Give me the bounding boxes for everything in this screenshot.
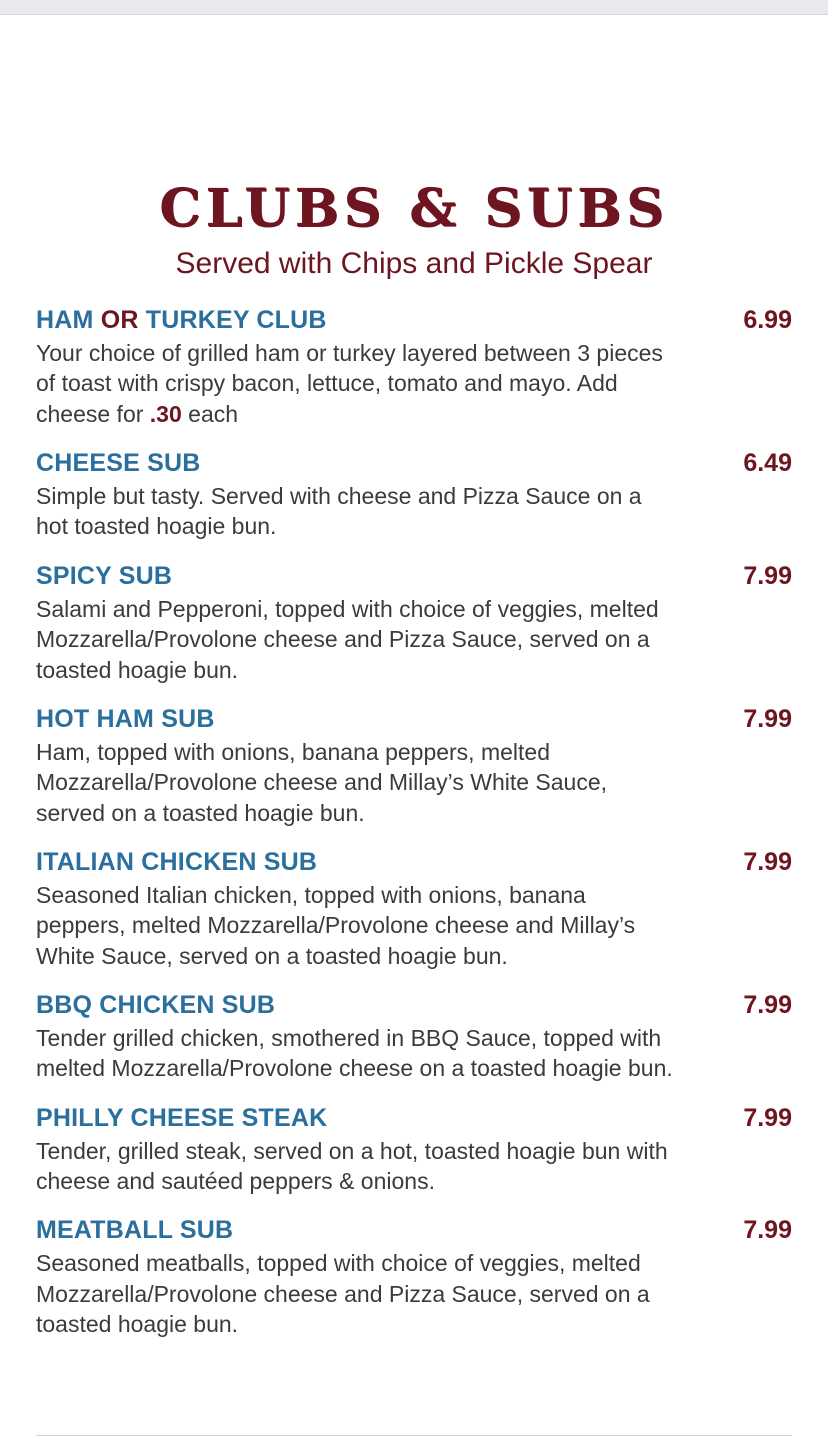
menu-item-name: MEATBALL SUB	[36, 1216, 234, 1245]
menu-item-name-part: TURKEY CLUB	[138, 306, 327, 334]
list-item	[36, 449, 792, 542]
menu-item-price: 7.99	[743, 704, 792, 733]
menu-page	[0, 15, 828, 1340]
menu-item-name: SPICY SUB	[36, 561, 173, 590]
menu-item-description: Tender grilled chicken, smothered in BBQ Sauce, topped with melted Mozzarella/Provolone cheese on a toasted hoagie bun.	[36, 1025, 673, 1082]
menu-item-header	[36, 848, 792, 877]
menu-item-description: Salami and Pepperoni, topped with choice of veggies, melted Mozzarella/Provolone cheese and Pizza Sauce, served on a toasted hoagie bun.	[36, 595, 659, 683]
menu-item-name: CHEESE SUB	[36, 449, 201, 478]
list-item	[36, 848, 792, 971]
menu-item-price: 7.99	[743, 561, 792, 590]
menu-item-description	[36, 338, 676, 429]
menu-item-list	[36, 306, 792, 1340]
menu-item-price: 6.99	[743, 306, 792, 334]
list-item	[36, 562, 792, 685]
menu-item-price: 7.99	[743, 1216, 792, 1245]
list-item	[36, 1216, 792, 1339]
menu-item-name	[36, 306, 327, 335]
menu-item-price: 6.49	[743, 449, 792, 478]
menu-item-header	[36, 705, 792, 734]
menu-item-price: 7.99	[743, 847, 792, 876]
menu-item-description: Seasoned Italian chicken, topped with onions, banana peppers, melted Mozzarella/Provolone cheese and Millay’s White Sauce, served on a toasted hoagie bun.	[36, 881, 636, 969]
menu-item-name-part: HAM	[36, 306, 101, 334]
list-item	[36, 1104, 792, 1197]
description-part: each	[181, 400, 239, 427]
menu-item-name: ITALIAN CHICKEN SUB	[36, 847, 318, 876]
list-item	[36, 991, 792, 1084]
page-title: CLUBS & SUBS	[159, 178, 669, 239]
description-accent: .30	[149, 400, 182, 427]
menu-item-price: 7.99	[743, 991, 792, 1020]
menu-item-description: Simple but tasty. Served with cheese and Pizza Sauce on a hot toasted hoagie bun.	[36, 483, 642, 540]
menu-item-description: Ham, topped with onions, banana peppers, melted Mozzarella/Provolone cheese and Millay’s White Sauce, served on a toasted hoagie bun.	[36, 738, 608, 826]
menu-item-header	[36, 562, 792, 591]
menu-item-name: BBQ CHICKEN SUB	[36, 991, 276, 1020]
menu-item-description: Seasoned meatballs, topped with choice of veggies, melted Mozzarella/Provolone cheese and Pizza Sauce, served on a toasted hoagie bun.	[36, 1250, 650, 1338]
menu-item-header	[36, 449, 792, 478]
page-subtitle: Served with Chips and Pickle Spear	[175, 247, 653, 280]
menu-item-header	[36, 991, 792, 1020]
list-item	[36, 306, 792, 429]
menu-item-price: 7.99	[743, 1103, 792, 1132]
description-part: Your choice of grilled ham or turkey layered between 3 pieces of toast with crispy bacon, lettuce, tomato and mayo. Add cheese for	[36, 340, 663, 427]
menu-item-description: Tender, grilled steak, served on a hot, toasted hoagie bun with cheese and sautéed peppers & onions.	[36, 1137, 668, 1195]
menu-header	[36, 15, 792, 280]
page-divider	[36, 1435, 792, 1436]
menu-item-header	[36, 1104, 792, 1133]
menu-item-name: PHILLY CHEESE STEAK	[36, 1103, 328, 1132]
menu-item-header	[36, 306, 792, 335]
menu-item-header	[36, 1216, 792, 1245]
menu-item-name: HOT HAM SUB	[36, 704, 215, 733]
list-item	[36, 705, 792, 828]
menu-item-name-or: OR	[100, 306, 139, 334]
browser-chrome-bar	[0, 0, 828, 15]
